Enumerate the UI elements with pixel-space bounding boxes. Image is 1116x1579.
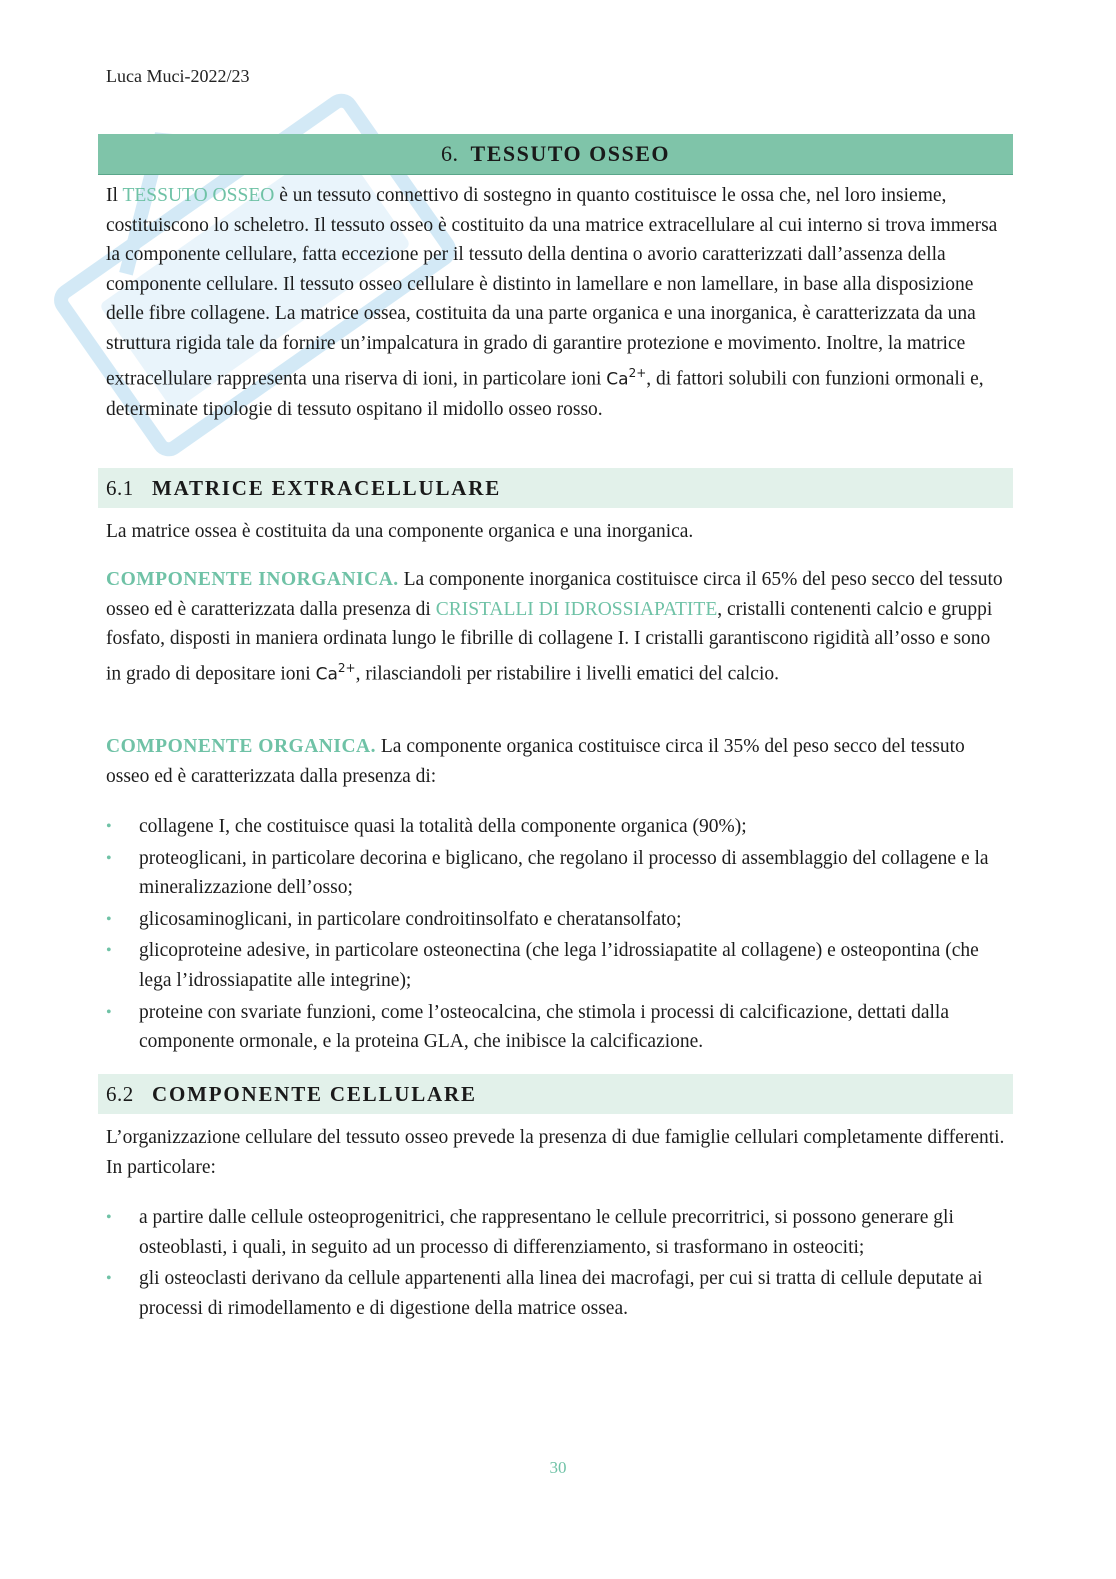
bullet-icon: • [106,849,112,867]
bullet-icon: • [106,818,112,835]
bullet-icon: • [106,1270,112,1288]
section-heading [98,134,1013,175]
subsection-number: 6.2 [106,1081,134,1106]
section-title: TESSUTO OSSEO [470,141,670,166]
list-item-text: proteine con svariate funzioni, come l’osteocalcina, che stimola i processi di calcificazione, dettati dalla componente ormonale, e la proteina GLA, che inibisce la calcificazione. [139,1001,950,1053]
list-item [106,844,1006,903]
matrix-lead: La matrice ossea è costituita da una componente organica e una inorganica. [106,521,694,542]
list-item-text: a partire dalle cellule osteoprogenitrici, che rappresentano le cellule precorritrici, si possono generare gli osteoblasti, i quali, in seguito ad un processo di differenziamento, si trasformano in osteociti; [139,1207,954,1258]
subsection-title: MATRICE EXTRACELLULARE [152,475,502,500]
organic-paragraph [106,732,1006,791]
organic-text: La componente organica costituisce circa il 35% del peso secco del tessuto osseo ed è caratterizzata dalla presenza di: [106,736,965,787]
list-item-text: gli osteoclasti derivano da cellule appartenenti alla linea dei macrofagi, per cui si tratta di cellule deputate ai processi di rimodellamento e di digestione della matrice ossea. [139,1268,983,1319]
subsection-number: 6.1 [106,475,134,500]
bullet-icon: • [106,1209,112,1226]
intro-text-3: , di fattori solubili con funzioni ormonali e, determinate tipologie di tessuto ospitano il midollo osseo rosso. [106,368,984,420]
subsection-title: COMPONENTE CELLULARE [152,1081,477,1106]
list-item [106,1203,1006,1262]
list-item [106,1264,1006,1323]
inorganic-text-1: La componente inorganica costituisce circa il 65% del peso secco del tessuto osseo ed è caratterizzata dalla presenza di [106,569,1003,620]
hydroxyapatite-term: CRISTALLI DI IDROSSIAPATITE [435,598,718,620]
subsection-heading-6-2 [98,1074,1013,1114]
intro-text-2: è un tessuto connettivo di sostegno in quanto costituisce le ossa che, nel loro insieme, costituiscono lo scheletro. Il tessuto osseo è costituito da una matrice extracellulare al cui interno si trova immersa la componente cellulare, fatta eccezione per il tessuto della dentina o avorio caratterizzati dall’assenza della componente cellulare. Il tessuto osseo cellulare è distinto in lamellare e non lamellare, in base alla disposizione delle fibre collagene. La matrice ossea, costituita da una parte organica e una inorganica, è caratterizzata da una struttura rigida tale da fornire un’impalcatura in grado di garantire protezione e movimento. Inoltre, la matrice extracellulare rappresenta una riserva di ioni, in particolare ioni [106,185,998,390]
intro-paragraph [106,181,1006,424]
ion-charge: 2+ [337,660,356,675]
list-item [106,905,1006,935]
section-number: 6. [441,141,459,166]
ion-symbol: Ca [606,369,629,390]
inorganic-paragraph [106,565,1006,690]
subsection-heading-6-1 [98,468,1013,508]
cellular-families-list [106,1203,1006,1325]
ion-symbol: Ca [315,664,338,685]
intro-text-1: Il [106,185,123,206]
list-item [106,998,1006,1057]
inorganic-text-2: , cristalli contenenti calcio e gruppi fosfato, disposti in maniera ordinata lungo le fibrille di collagene I. I cristalli garantiscono rigidità all’osso e sono in grado di depositare ioni [106,598,993,685]
intro-term: TESSUTO OSSEO [122,185,275,206]
list-item-text: collagene I, che costituisce quasi la totalità della componente organica (90%); [139,816,747,837]
organic-components-list [106,812,1006,1059]
list-item-text: proteoglicani, in particolare decorina e biglicano, che regolano il processo di assemblaggio del collagene e la mineralizzazione dell’osso; [139,847,989,899]
list-item [106,812,1006,842]
page-number: 30 [549,1458,567,1477]
list-item [106,936,1006,995]
ion-charge: 2+ [628,365,647,380]
list-item-text: glicoproteine adesive, in particolare osteonectina (che lega l’idrossiapatite al collagene) e osteopontina (che lega l’idrossiapatite alle integrine); [139,940,979,991]
bullet-icon: • [106,942,112,960]
organic-term: COMPONENTE ORGANICA. [106,736,377,757]
header-author: Luca Muci-2022/23 [106,66,250,86]
inorganic-text-3: , rilasciandoli per ristabilire i livelli ematici del calcio. [355,663,780,685]
list-item-text: glicosaminoglicani, in particolare condroitinsolfato e cheratansolfato; [139,908,682,930]
bullet-icon: • [106,910,112,928]
bullet-icon: • [106,1003,112,1021]
inorganic-term: COMPONENTE INORGANICA. [106,569,399,590]
cellular-lead: L’organizzazione cellulare del tessuto osseo prevede la presenza di due famiglie cellulari completamente differenti. In particolare: [106,1127,1005,1178]
